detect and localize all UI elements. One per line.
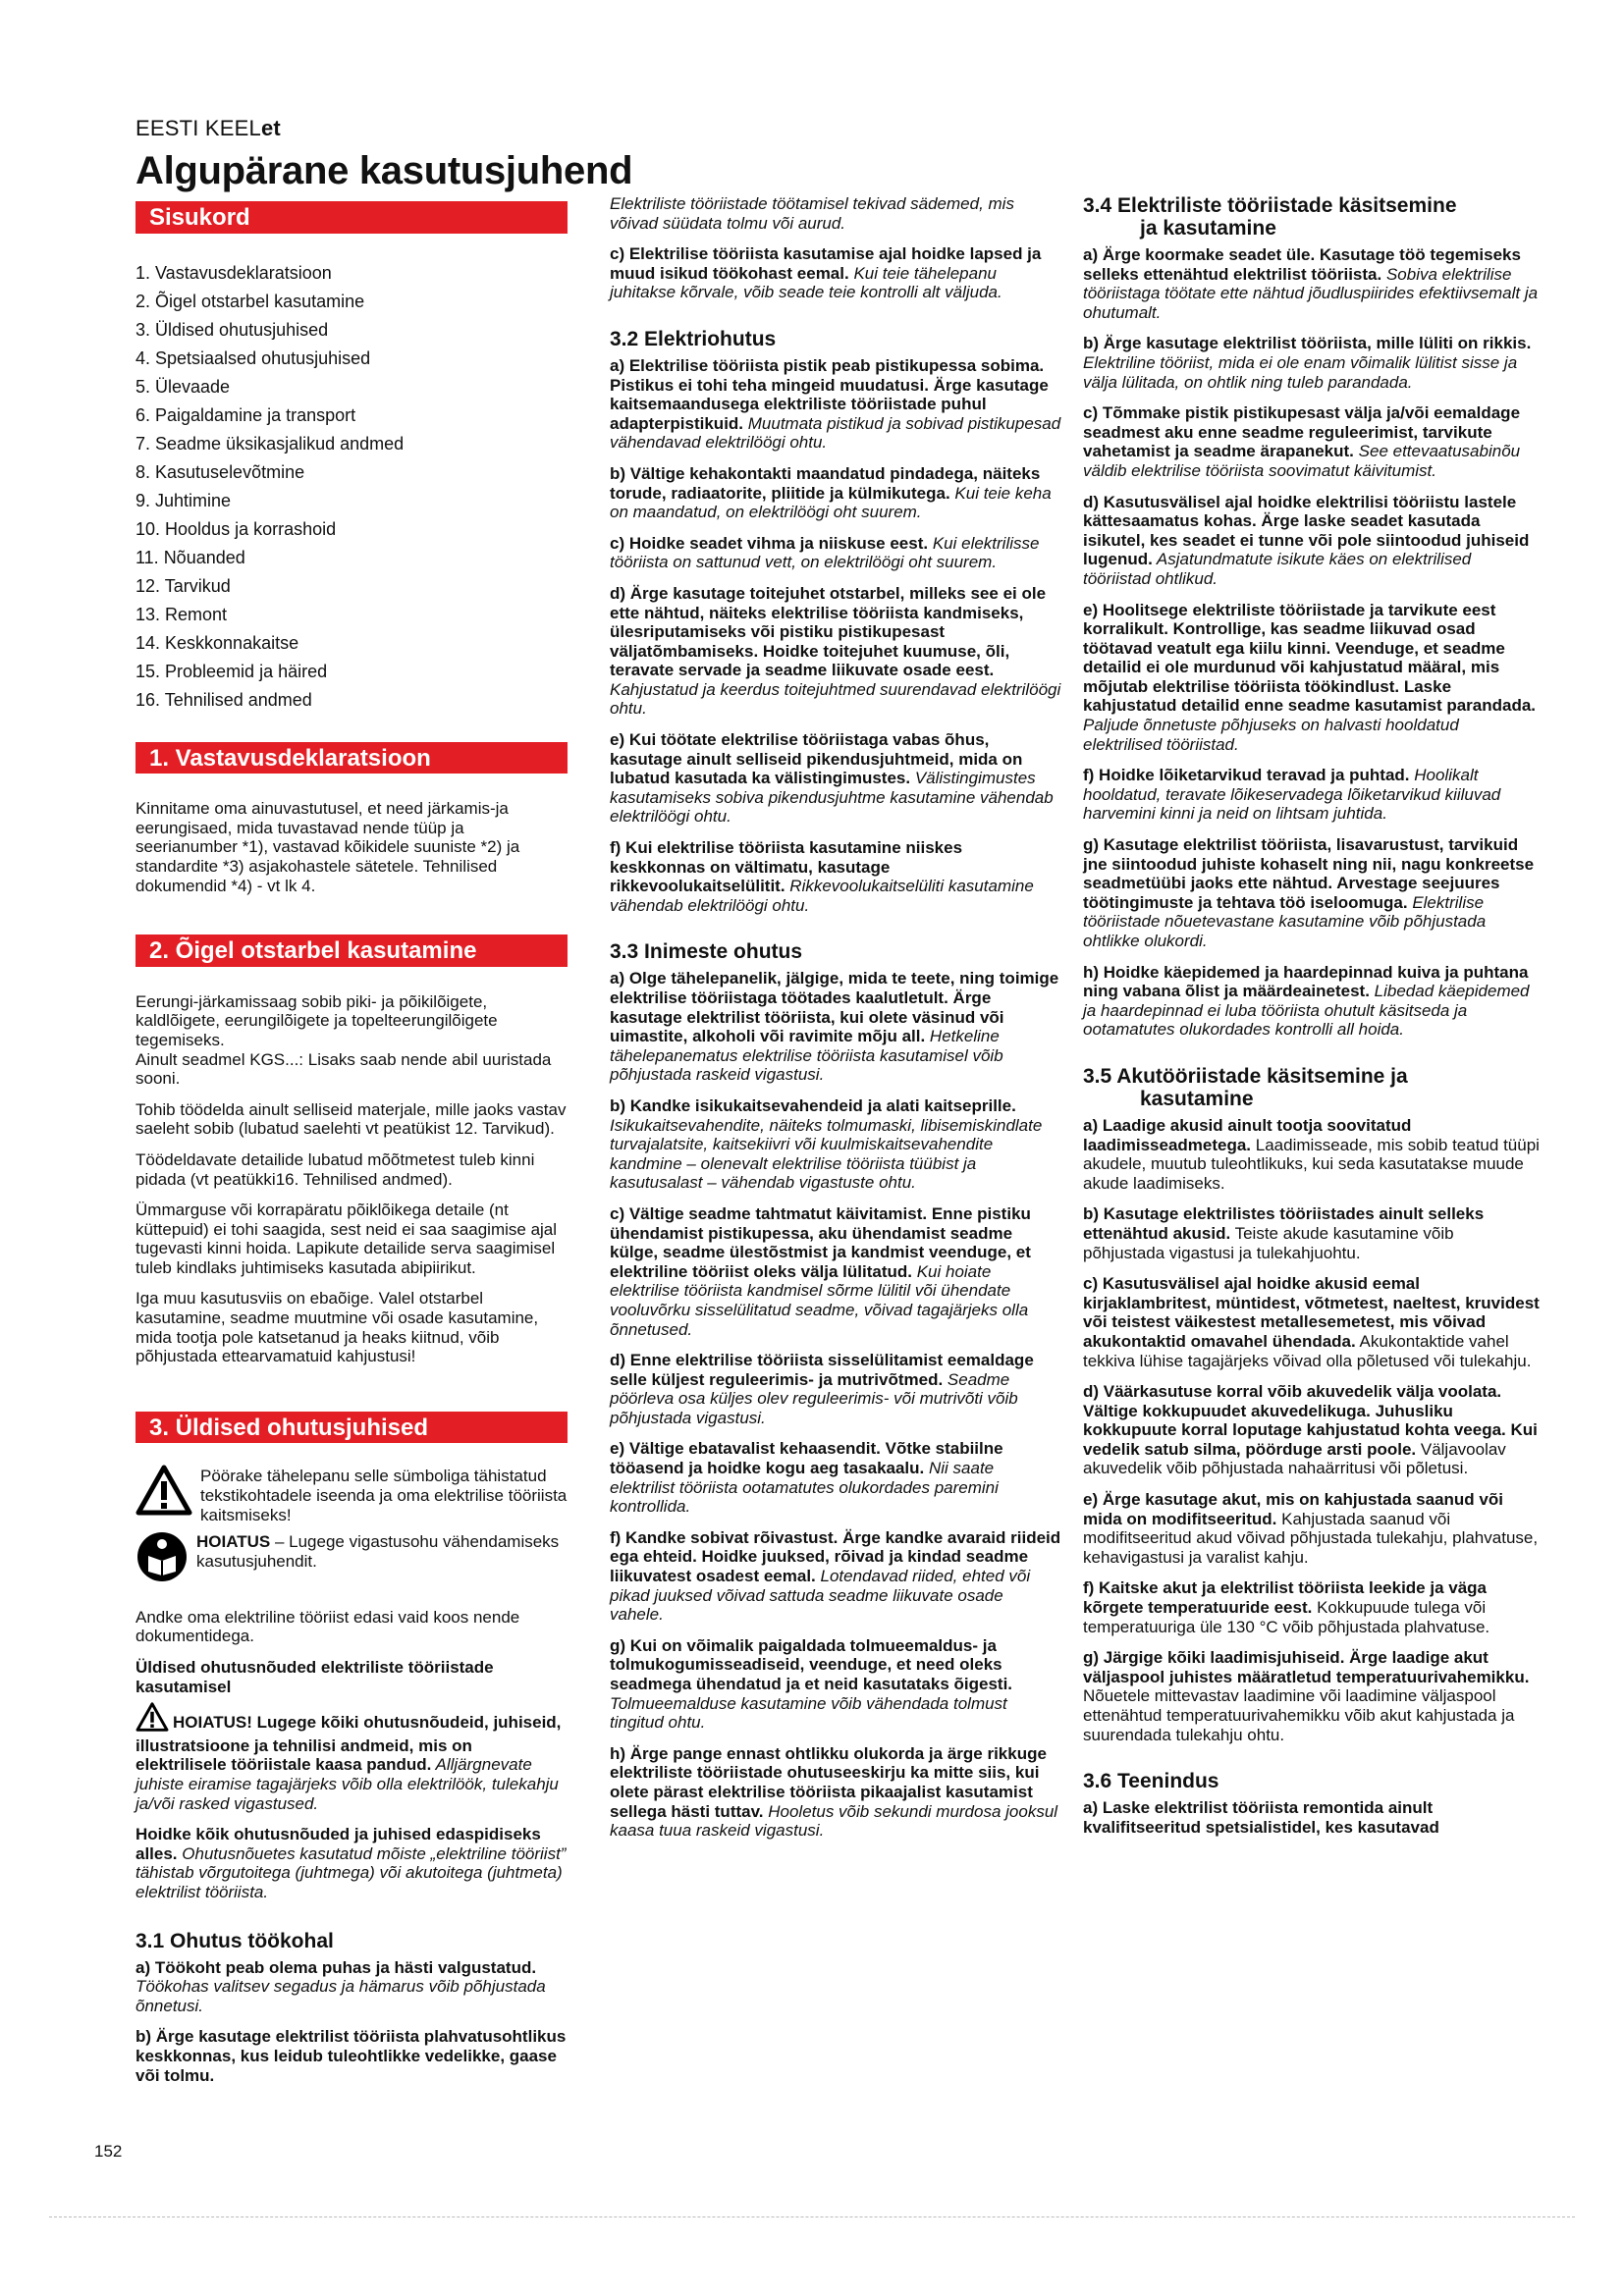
rule-bold: b) Kandke isikukaitsevahendeid ja alati kaitseprille. [610, 1095, 1016, 1115]
section-2-paragraph: Töödeldavate detailide lubatud mõõtmetest tuleb kinni pidada (vt peatükki16. Tehnilised andmed). [135, 1149, 535, 1189]
rule-bold: c) Tõmmake pistik pistikupesast välja ja/või eemaldage seadmest aku enne seadme reguleerimist, tarvikute vahetamist ja seadme ärapanekut. [1083, 403, 1521, 461]
section-2-paragraph: Tohib töödelda ainult selliseid materjale, mille jaoks vastav saeleht sobib (lubatud saelehti vt peatükist 12. Tarvikud). [135, 1099, 567, 1139]
rule-bold: c) Elektrilise tööriista kasutamise ajal hoidke lapsed ja muud isikud töökohast eemal. [610, 244, 1042, 283]
rule-bold: b) Kasutage elektrilistes tööriistades ainult selleks ettenähtud akusid. [1083, 1204, 1485, 1243]
page-number: 152 [94, 2142, 123, 2161]
rule-italic: Elektrilise tööriistade nõuetevastane kasutamine võib põhjustada ohtlikke olukordi. [1083, 892, 1487, 950]
rule-bold: e) Ärge kasutage akut, mis on kahjustada saanud või mida on modifitseeritud. [1083, 1490, 1503, 1528]
toc-item: 15. Probleemid ja häired [135, 661, 328, 681]
column-middle [610, 194, 1061, 1852]
rule-italic: Kui teie tähelepanu juhitakse kõrvale, võib seade teie kontrolli alt väljuda. [610, 263, 1002, 302]
rule-bold: a) Olge tähelepanelik, jälgige, mida te teete, ning toimige elektrilise tööriistaga töötades kaalutletult. Ärge kasutage elektrilist tööriista, kui olete väsinud või uimastite, alkoholi või ravimite mõju all. [610, 969, 1059, 1046]
rule-italic: Hoolikalt hooldatud, teravate lõikeservadega lõiketarvikud kiiluvad harvemini kinni ja neid on lihtsam juhtida. [1083, 766, 1501, 824]
rule-italic: Hetkeline tähelepanematus elektrilise tööriista kasutamisel võib põhjustada raskeid vigastusi. [610, 1027, 1003, 1085]
warning-notice [135, 1465, 568, 1524]
section-2-banner: 2. Õigel otstarbel kasutamine [135, 934, 568, 967]
rule-bold: h) Hoidke käepidemed ja haardepinnad kuiva ja puhtana ning vabana õlist ja määrdeainetest. [1083, 962, 1529, 1001]
rule-italic: Tolmueemalduse kasutamine võib vähendada tolmust tingitud ohtu. [610, 1693, 1007, 1733]
heading-line: 3.5 Akutööriistade käsitsemine ja [1083, 1064, 1408, 1088]
rule-bold: b) Vältige kehakontakti maandatud pindadega, näiteks torude, radiaatorite, pliitide ja külmikutega. [610, 463, 1041, 503]
rule-bold: c) Kasutusvälisel ajal hoidke akusid eemal kirjaklambritest, müntidest, võtmetest, naeltest, kruvidest või teistest väikestest metallesemetest, mis võivad akukontaktid omavahel ühendada. [1083, 1274, 1540, 1351]
warning-text: – Lugege vigastusohu vähendamiseks kasutusjuhendit. [196, 1532, 560, 1571]
rule-text: Kahjustada saanud või modifitseeritud akud võivad põhjustada tulekahju, plahvatuse, kehavigastusi ja varalist kahju. [1083, 1509, 1539, 1567]
toc-item: 6. Paigaldamine ja transport [135, 404, 356, 425]
section-3-5-heading [1083, 1065, 1540, 1110]
column-left [135, 201, 568, 2097]
warning-italic-text: Alljärgnevate juhiste eiramise tagajärjeks võib olla elektrilöök, tulekahju ja/või rasked vigastused. [135, 1755, 559, 1813]
rule-bold: f) Kaitske akut ja elektrilist tööriista leekide ja väga kõrgete temperatuuride eest. [1083, 1578, 1488, 1618]
toc-item: 13. Remont [135, 604, 228, 624]
rule-italic: Muutmata pistikud ja sobivad pistikupesad vähendavad elektrilöögi ohtu. [610, 413, 1061, 453]
rule-bold: a) Töökoht peab olema puhas ja hästi valgustatud. [135, 1957, 537, 1977]
rule-bold: e) Vältige ebatavalist kehaasendit. Võtke stabiilne tööasend ja hoidke kogu aeg tasakaalu. [610, 1439, 1003, 1478]
section-2-paragraph: Ümmarguse või korrapäratu põiklõikega detaile (nt küttepuid) ei tohi saagida, sest neid ei saa saagimise ajal tugevasti kinni hoida. Lapikute detailide serva saagimisel tuleb kindlaks juhtimiseks kasutada abipiirikut. [135, 1201, 558, 1277]
rule-text: Nõuetele mittevastav laadimine või laadimine väljaspool ettenähtud temperatuurivahemikku võib akut kahjustada ja suurendada tulekahju ohtu. [1083, 1686, 1515, 1744]
toc-item: 7. Seadme üksikasjalikud andmed [135, 433, 405, 454]
rule-italic: Sobiva elektrilise tööriistaga töötate ette nähtud jõudluspiirides efektiivsemalt ja ohutumalt. [1083, 264, 1539, 322]
toc-item: 1. Vastavusdeklaratsioon [135, 262, 332, 283]
rule-text: Väljavoolav akuvedelik võib põhjustada nahaärritusi või põletusi. [1083, 1439, 1506, 1478]
section-3-6-heading: 3.6 Teenindus [1083, 1770, 1219, 1793]
rule-bold: f) Kandke sobivat rõivastust. Ärge kandke avaraid riideid ega ehteid. Hoidke juuksed, rõivad ja kindad seadme liikuvatest osadest eemal. [610, 1527, 1061, 1586]
section-1-text: Kinnitame oma ainuvastutusel, et need järkamis-ja eerungisaed, mida tuvastavad nende tüüp ja seerianumber *1), vastavad kõikidele suuniste *2) ja standardite *3) asjakohastele sätetele. Tehnilised dokumendid *4) - vt lk 4. [135, 799, 520, 895]
rule-bold: a) Elektrilise tööriista pistik peab pistikupessa sobima. Pistikus ei tohi teha mingeid muudatusi. Ärge kasutage kaitsemaandusega elektriliste tööriistade puhul adapterpistikuid. [610, 355, 1049, 433]
rule-bold: e) Kui töötate elektrilise tööriistaga vabas õhus, kasutage ainult selliseid pikendusjuhtmeid, mida on lubatud kasutada ka välistingimustes. [610, 730, 1023, 788]
rule-bold: e) Hoolitsege elektriliste tööriistade ja tarvikute eest korralikult. Kontrollige, kas seadme liikuvad osad töötavad veatult ega kiilu kinni. Veenduge, et seadme detailid ei ole murdunud või kahjustatud määral, mis mõjutab elektrilise tööriista töökindlust. Laske kahjustatud detailid enne seadme kasutamist parandada. [1083, 600, 1537, 716]
toc-banner: Sisukord [135, 201, 568, 234]
rule-italic: Kahjustatud ja keerdus toitejuhtmed suurendavad elektrilöögi ohtu. [610, 679, 1061, 719]
section-2-paragraph: Ainult seadmel KGS...: Lisaks saab nende abil uuristada sooni. [135, 1049, 552, 1089]
continued-text: Elektriliste tööriistade töötamisel tekivad sädemed, mis võivad süüdata tolmu või aurud. [610, 194, 1014, 233]
rule-bold: g) Järgige kõiki laadimisjuhiseid. Ärge laadige akut väljaspool juhistes määratletud temperatuurivahemikku. [1083, 1648, 1530, 1686]
section-2-paragraph: Iga muu kasutusviis on ebaõige. Valel otstarbel kasutamine, seadme muutmine või osade kasutamine, mida tootja pole katsetanud ja heaks kiitnud, võib põhjustada ettearvamatuid kahjustusi! [135, 1289, 539, 1366]
toc-item: 3. Üldised ohutusjuhised [135, 319, 329, 340]
rule-italic: Kui hoiate elektrilise tööriista kandmisel sõrme lülitil või ühendate vooluvõrku sisselülitatud seadme, võivad tagajärjeks olla õnnetused. [610, 1261, 1029, 1339]
section-3-3-heading: 3.3 Inimeste ohutus [610, 940, 803, 964]
rule-bold: c) Vältige seadme tahtmatut käivitamist. Enne pistiku ühendamist pistikupessa, aku ühendamist seadme külge, seadme ülestõstmist ja kandmist veenduge, et elektriline tööriist oleks välja lülitatud. [610, 1203, 1031, 1281]
toc-item: 5. Ülevaade [135, 376, 231, 397]
toc-item: 8. Kasutuselevõtmine [135, 461, 305, 482]
toc-item: 10. Hooldus ja korrashoid [135, 518, 337, 539]
rule-italic: Töökohas valitsev segadus ja hämarus võib põhjustada õnnetusi. [135, 1977, 546, 2015]
rule-bold: a) Laske elektrilist tööriista remontida ainult kvalifitseeritud spetsialistidel, kes kasutavad [1083, 1798, 1439, 1837]
rule-bold: g) Kui on võimalik paigaldada tolmueemaldus- ja tolmukogumisseadiseid, veenduge, et need oleks seadmega ühendatud ja et neid kasutataks õigesti. [610, 1635, 1013, 1693]
rule-bold: d) Enne elektrilise tööriista sisselülitamist eemaldage selle küljest reguleerimis- ja mutrivõtmed. [610, 1351, 1034, 1389]
rule-italic: Hooletus võib sekundi murdosa jooksul kaasa tuua raskeid vigastusi. [610, 1801, 1058, 1841]
rule-bold: h) Ärge pange ennast ohtlikku olukorda ja ärge rikkuge elektriliste tööriistade ohutuseeskirju ka mitte siis, kui olete pärast elektrilise tööriista pikaajalist kasutamist sellega hästi tuttav. [610, 1743, 1047, 1821]
toc-item: 16. Tehnilised andmed [135, 689, 312, 710]
warning-triangle-icon [135, 1702, 169, 1736]
rule-italic: Seadme pöörleva osa küljes olev reguleerimis- või mutrivõti võib põhjustada vigastusi. [610, 1369, 1018, 1427]
language-header [135, 116, 281, 141]
rule-italic: See ettevaatusabinõu väldib elektrilise tööriista soovimatut käivitumist. [1083, 442, 1521, 480]
section-3-2-heading: 3.2 Elektriohutus [610, 327, 777, 350]
rule-italic: Libedad käepidemed ja haardepinnad ei luba tööriista ohutult käsitseda ja ootamatutes olukordades kontrolli all hoida. [1083, 982, 1530, 1040]
language-label: EESTI KEEL [135, 116, 261, 140]
warning-bold-text: HOIATUS! Lugege kõiki ohutusnõudeid, juhiseid, illustratsioone ja tehnilisi andmeid, mis on elektrilisele tööriistale kaasa pandud. [135, 1713, 562, 1775]
toc-item: 2. Õigel otstarbel kasutamine [135, 291, 365, 311]
heading-line: 3.4 Elektriliste tööriistade käsitsemine [1083, 194, 1457, 217]
section-3-subtitle: Üldised ohutusnõuded elektriliste tööriistade kasutamisel [135, 1658, 494, 1696]
rule-bold: a) Ärge koormake seadet üle. Kasutage töö tegemiseks selleks ettenähtud elektrilist tööriista. [1083, 245, 1521, 284]
read-manual-icon [135, 1530, 189, 1588]
toc-item: 11. Nõuanded [135, 547, 245, 567]
table-of-contents [135, 259, 568, 715]
heading-line: ja kasutamine [1140, 217, 1276, 240]
keep-instructions-italic: Ohutusnõuetes kasutatud mõiste „elektriline tööriist” tähistab võrgutoitega (juhtmega) või akutoitega (juhtmeta) elektrilist tööriista. [135, 1843, 567, 1901]
section-3-paragraph: Andke oma elektriline tööriist edasi vaid koos nende dokumentidega. [135, 1607, 520, 1646]
rule-italic: Lotendavad riided, ehted või pikad juuksed võivad sattuda seadme liikuvate osade vahele. [610, 1567, 1031, 1625]
rule-italic: Välistingimustes kasutamiseks sobiva pikendusjuhtme kasutamine vähendab elektrilöögi ohtu. [610, 769, 1054, 827]
rule-bold: b) Ärge kasutage elektrilist tööriista, mille lüliti on rikkis. [1083, 334, 1532, 353]
section-1-banner: 1. Vastavusdeklaratsioon [135, 742, 568, 774]
warning-text: Pöörake tähelepanu selle sümboliga tähistatud tekstikohtadele iseenda ja oma elektrilise tööriista kaitsmiseks! [200, 1467, 568, 1524]
rule-italic: Elektriline tööriist, mida ei ole enam võimalik lülitist sisse ja välja lülitada, on ohtlik ning tuleb parandada. [1083, 352, 1518, 392]
section-3-1-heading: 3.1 Ohutus töökohal [135, 1929, 334, 1952]
column-right [1083, 194, 1540, 1848]
rule-italic: Paljude õnnetuste põhjuseks on halvasti hooldatud elektrilised tööriistad. [1083, 716, 1459, 754]
rule-text: Kokkupuude tulega või temperatuuriga üle 130 °C võib põhjustada plahvatuse. [1083, 1598, 1490, 1636]
toc-item: 9. Juhtimine [135, 490, 232, 510]
rule-italic: Kui teie keha on maandatud, on elektrilöögi oht suurem. [610, 483, 1052, 522]
read-manual-notice [135, 1530, 568, 1588]
rule-italic: Kui elektrilisse tööriista on sattunud vett, on elektrilöögi oht suurem. [610, 533, 1040, 572]
toc-item: 12. Tarvikud [135, 575, 231, 596]
rule-bold: d) Kasutusvälisel ajal hoidke elektrilisi tööriistu lastele kättesaamatus kohas. Ärge laske seadet kasutada isikutel, kes seadet ei tunne või pole siintoodud juhiseid lugenud. [1083, 492, 1530, 569]
language-code: et [260, 116, 281, 140]
rule-bold: d) Ärge kasutage toitejuhet otstarbel, milleks see ei ole ette nähtud, näiteks elektrilise tööriista kandmiseks, ülesriputamiseks või pistiku pistikupesast väljatõmbamiseks. Hoidke toitejuhet kuumuse, õli, teravate servade ja seadme liikuvate osade eest. [610, 583, 1047, 680]
rule-bold: g) Kasutage elektrilist tööriista, lisavarustust, tarvikuid jne siintoodud juhiste kohaselt ning nii, nagu konkreetse seadmetüübi jaoks ette nähtud. Arvestage seejuures töötingimuste ja tehtava töö iseloomuga. [1083, 835, 1535, 912]
section-2-paragraph: Eerungi-järkamissaag sobib piki- ja põikilõigete, kaldlõigete, eerungilõigete ja topelteerungilõigete tegemiseks. [135, 991, 498, 1049]
rule-italic: Nii saate elektrilist tööriista ootamatutes olukordades paremini kontrollida. [610, 1459, 999, 1517]
rule-italic: Rikkevoolukaitselüliti kasutamine vähendab elektrilöögi ohtu. [610, 877, 1034, 915]
rule-bold: a) Laadige akusid ainult tootja soovitatud laadimisseadmetega. [1083, 1115, 1412, 1154]
rule-bold: c) Hoidke seadet vihma ja niiskuse eest. [610, 533, 929, 553]
rule-text: Akukontaktide vahel tekkiva lühise tagajärjeks võivad olla põletused või tulekahju. [1083, 1331, 1532, 1370]
rule-bold: b) Ärge kasutage elektrilist tööriista plahvatusohtlikus keskkonnas, kus leidub tuleohtlikke vedelikke, gaase või tolmu. [135, 2027, 567, 2085]
rule-bold: f) Hoidke lõiketarvikud teravad ja puhtad. [1083, 766, 1410, 785]
heading-line: kasutamine [1140, 1087, 1254, 1110]
footer-divider [49, 2216, 1575, 2217]
rule-bold: f) Kui elektrilise tööriista kasutamine niiskes keskkonnas on vältimatu, kasutage rikkevoolukaitselülitit. [610, 838, 963, 896]
page-title: Algupärane kasutusjuhend [135, 149, 633, 192]
rule-text: Teiste akude kasutamine võib põhjustada vigastusi ja tulekahjuohtu. [1083, 1223, 1454, 1262]
rule-italic: Isikukaitsevahendite, näiteks tolmumaski, libisemiskindlate turvajalatsite, kaitsekiivri või kuulmiskaitsevahendite kandmine – olenevalt elektrilise tööriista tüübist ja kasutusalast – vähendab vigastuste ohtu. [610, 1115, 1043, 1193]
section-3-banner: 3. Üldised ohutusjuhised [135, 1412, 568, 1444]
warning-triangle-icon [135, 1465, 192, 1521]
warning-label: HOIATUS [196, 1532, 271, 1552]
rule-text: Laadimisseade, mis sobib teatud tüüpi akudele, muutub tuleohtlikuks, kui seda kasutatakse muude akude laadimiseks. [1083, 1135, 1540, 1193]
keep-instructions-bold: Hoidke kõik ohutusnõuded ja juhised edaspidiseks alles. [135, 1825, 541, 1863]
toc-item: 14. Keskkonnakaitse [135, 632, 299, 653]
section-3-4-heading [1083, 194, 1540, 240]
rule-italic: Asjatundmatute isikute käes on elektrilised tööriistad ohtlikud. [1083, 550, 1472, 588]
rule-bold: d) Väärkasutuse korral võib akuvedelik välja voolata. Vältige kokkupuudet akuvedelikuga. Juhusliku kokkupuute korral loputage kahjustatud kohta veega. Kui vedelik satub silma, pöörduge arsti poole. [1083, 1382, 1538, 1459]
toc-item: 4. Spetsiaalsed ohutusjuhised [135, 347, 371, 368]
